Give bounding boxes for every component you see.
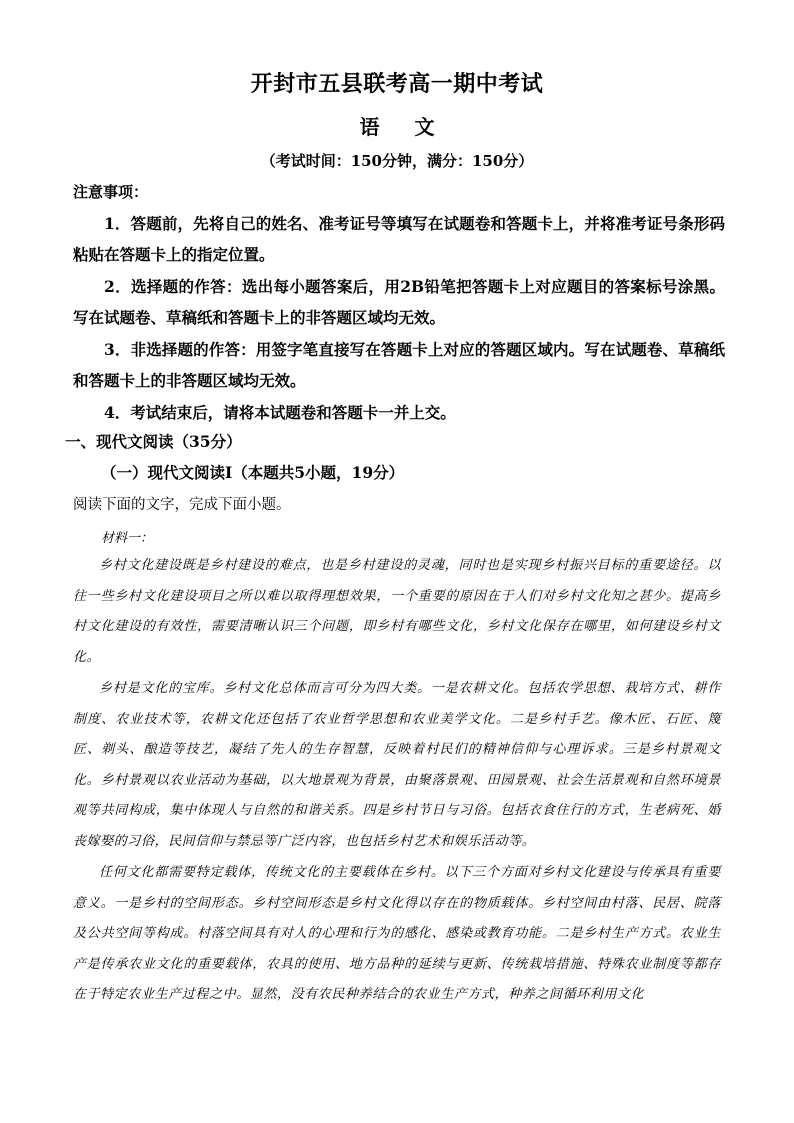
material-paragraph: 任何文化都需要特定载体，传统文化的主要载体在乡村。以下三个方面对乡村文化建设与传承具有重要意义。一是乡村的空间形态。乡村空间形态是乡村文化得以存在的物质载体。乡村空间由村落、民居、院落及公共空间等构成。村落空间具有对人的心理和行为的感化、感染或教育功能。二是乡村生产方式。农业生产是传承农业文化的重要载体，农具的使用、地方品种的延续与更新、传统栽培措施、特殊农业制度等都存在于特定农业生产过程之中。显然，没有农民种养结合的农业生产方式，种养之间循环利用文化 [73, 865, 721, 1003]
notice-item: 3．非选择题的作答：用签字笔直接写在答题卡上对应的答题区域内。写在试题卷、草稿纸和答题卡上的非答题区域均无效。 [73, 340, 725, 390]
section-subtitle: （一）现代文阅读Ⅰ（本题共5小题，19分） [101, 463, 405, 482]
section-title: 一、现代文阅读（35分） [65, 432, 242, 451]
material-paragraph: 乡村是文化的宝库。乡村文化总体而言可分为四大类。一是农耕文化。包括农学思想、栽培方式、耕作制度、农业技术等，农耕文化还包括了农业哲学思想和农业美学文化。二是乡村手艺。像木匠、石匠、篾匠、剃头、酿造等技艺，凝结了先人的生存智慧，反映着村民们的精神信仰与心理诉求。三是乡村景观文化。乡村景观以农业活动为基础，以大地景观为背景，由聚落景观、田园景观、社会生活景观和自然环境景观等共同构成，集中体现人与自然的和谐关系。四是乡村节日与习俗。包括衣食住行的方式，生老病死、婚丧嫁娶的习俗，民间信仰与禁忌等广泛内容，也包括乡村艺术和娱乐活动等。 [73, 681, 721, 849]
exam-title: 开封市五县联考高一期中考试 [250, 71, 544, 97]
notice-item: 1．答题前，先将自己的姓名、准考证号等填写在试题卷和答题卡上，并将准考证号条形码粘贴在答题卡上的指定位置。 [73, 214, 725, 264]
notice-item: 2．选择题的作答：选出每小题答案后，用2B铅笔把答题卡上对应题目的答案标号涂黑。写在试题卷、草稿纸和答题卡上的非答题区域均无效。 [73, 277, 725, 327]
reading-instruction: 阅读下面的文字，完成下面小题。 [73, 497, 291, 513]
exam-time-info: （考试时间：150分钟，满分：150分） [260, 152, 534, 170]
material-paragraph: 乡村文化建设既是乡村建设的难点，也是乡村建设的灵魂，同时也是实现乡村振兴目标的重要途径。以往一些乡村文化建设项目之所以难以取得理想效果，一个重要的原因在于人们对乡村文化知之甚少。提高乡村文化建设的有效性，需要清晰认识三个问题，即乡村有哪些文化，乡村文化保存在哪里，如何建设乡村文化。 [73, 558, 721, 665]
material-label: 材料一： [101, 531, 154, 546]
notice-heading: 注意事项： [73, 183, 149, 201]
notice-item: 4．考试结束后，请将本试题卷和答题卡一并上交。 [104, 403, 456, 422]
exam-subject: 语 文 [359, 115, 449, 139]
